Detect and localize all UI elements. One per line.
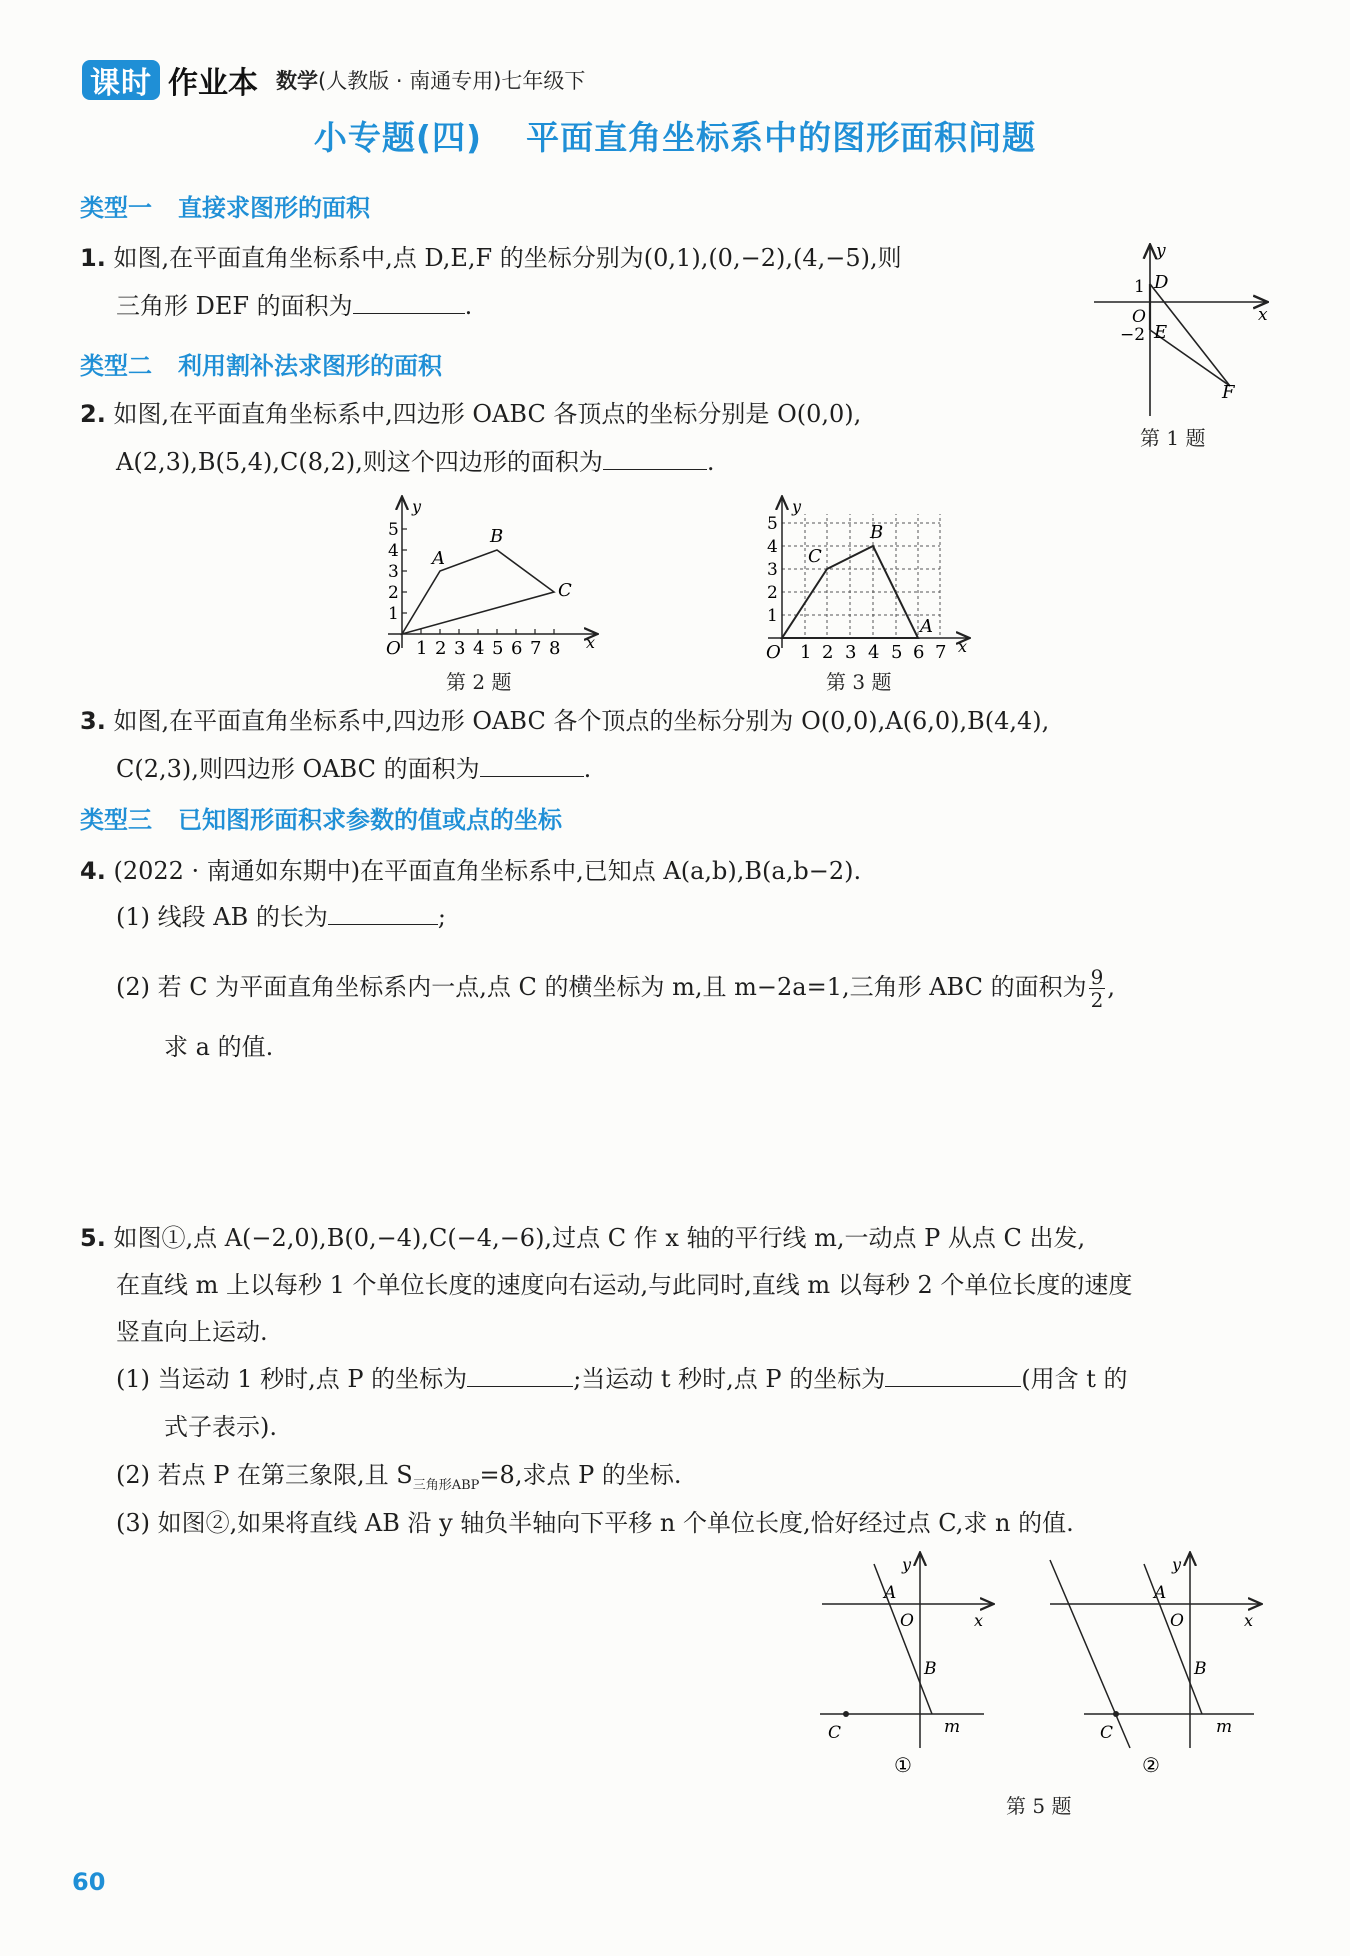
label-a: A [432,548,445,569]
q4-line1 [80,856,861,886]
x-tick-label: 1 [800,642,812,662]
label-a: A [884,1583,897,1603]
q5-line3 [116,1317,268,1347]
q1-number: 1. [80,244,106,272]
q5-text1: 如图①,点 A(−2,0),B(0,−4),C(−4,−6),过点 C 作 x 轴的平行线 m,一动点 P 从点 C 出发, [113,1224,1086,1252]
x-tick-label: 4 [868,642,880,662]
q5-p1-text-2: 式子表示). [164,1413,277,1441]
q3-line1 [80,706,1049,736]
figure-5-caption: 第 5 题 [1006,1794,1072,1818]
y-tick-label: 5 [388,520,399,540]
label-d: D [1154,272,1169,293]
x-label: x [974,1611,984,1630]
q5-answer-blank-2[interactable] [885,1364,1021,1387]
point-c [843,1711,849,1717]
label-a: A [1154,1583,1167,1603]
header [82,58,585,102]
figure-5-1 [812,1548,1002,1778]
x-tick-label: 8 [549,638,561,659]
q5-part2 [116,1460,681,1501]
q5-p2-text-b: =8,求点 P 的坐标. [479,1461,682,1489]
q2-text: 如图,在平面直角坐标系中,四边形 OABC 各顶点的坐标分别是 O(0,0), [113,400,862,428]
fraction-numerator: 9 [1090,965,1104,989]
page-number: 60 [72,1868,106,1896]
q4-p1-end: ; [437,903,446,931]
label-b: B [870,522,884,543]
q5-text3: 竖直向上运动. [116,1318,268,1346]
q3-end: . [583,755,592,783]
q5-part1 [116,1364,1127,1394]
page-title [0,112,1350,159]
label-c: C [808,546,822,567]
q5-p2-text-a: (2) 若点 P 在第三象限,且 S [116,1461,413,1489]
q5-p1-text-b: ;当运动 t 秒时,点 P 的坐标为 [573,1365,886,1393]
tick-minus2: −2 [1120,325,1146,345]
y-tick-label: 3 [767,560,778,580]
q4-part1 [116,902,446,932]
figure-1-caption: 第 1 题 [1140,426,1206,450]
q4-p2-text: (2) 若 C 为平面直角坐标系内一点,点 C 的横坐标为 m,且 m−2a=1,三角形 ABC 的面积为 [116,973,1087,1001]
x-label: x [1244,1611,1254,1630]
grid [782,514,940,635]
q4-number: 4. [80,857,106,885]
q5-p1-text-a: (1) 当运动 1 秒时,点 P 的坐标为 [116,1365,468,1393]
label-a: A [920,616,933,637]
q3-text2: C(2,3),则四边形 OABC 的面积为 [116,755,480,783]
q4-part2 [116,966,1115,1011]
y-label: y [792,497,802,516]
y-label: y [1156,241,1166,261]
section-type-2 [80,346,442,381]
q2-end: . [706,448,715,476]
q1-line1 [80,243,902,273]
q5-p1-text-c: (用含 t 的 [1021,1365,1128,1393]
q5-line2 [116,1270,1132,1300]
fraction-denominator: 2 [1090,988,1104,1012]
area-subscript: 三角形ABP [412,1477,480,1493]
y-tick-label: 5 [767,514,778,534]
y-tick-label: 3 [388,562,399,582]
q2-text2: A(2,3),B(5,4),C(8,2),则这个四边形的面积为 [116,448,603,476]
section-label: 类型三 [80,806,152,834]
brand-name: 作业本 [168,66,258,101]
figure-2-marker: ② [1142,1753,1160,1777]
q5-line1 [80,1223,1085,1253]
section-type-1 [80,188,370,223]
label-c: C [828,1723,842,1743]
label-f: F [1222,382,1235,403]
figure-5-2 [1040,1548,1270,1778]
label-m: m [1216,1717,1233,1737]
x-tick-label: 1 [416,638,428,659]
x-label: x [586,633,596,652]
title-part2: 平面直角坐标系中的图形面积问题 [526,118,1037,157]
x-tick-label: 4 [473,638,485,659]
y-tick-label: 4 [388,541,399,561]
figure-2-caption: 第 2 题 [446,670,512,694]
line-ab [1144,1564,1202,1714]
q2-answer-blank[interactable] [603,447,707,470]
x-label: x [958,637,968,656]
y-tick-label: 2 [767,583,778,603]
y-tick-label: 4 [767,537,778,557]
label-c: C [558,580,572,601]
q4-text: (2022 · 南通如东期中)在平面直角坐标系中,已知点 A(a,b),B(a,b−2). [113,857,862,885]
q5-answer-blank-1[interactable] [467,1364,573,1387]
title-part1: 小专题(四) [313,118,483,157]
point-c [1113,1711,1119,1717]
fraction [1089,966,1106,1011]
label-b: B [490,526,504,547]
figure-2 [378,492,608,662]
tick-1: 1 [1134,277,1145,297]
subject: 数学 [276,69,318,93]
x-tick-label: 6 [511,638,523,659]
x-tick-label: 3 [454,638,466,659]
q1-line2 [116,291,472,321]
section-label: 类型二 [80,352,152,380]
q4-answer-blank[interactable] [328,902,438,925]
y-tick-label: 1 [767,606,778,626]
section-name: 已知图形面积求参数的值或点的坐标 [178,806,562,834]
x-tick-label: 5 [492,638,504,659]
q3-number: 3. [80,707,106,735]
label-b: B [1194,1659,1207,1679]
y-label: y [1172,1555,1182,1574]
x-label: x [1258,305,1268,325]
origin-label: O [1170,1611,1184,1631]
section-name: 直接求图形的面积 [178,194,370,222]
q3-answer-blank[interactable] [480,754,584,777]
edition: (人教版 · 南通专用)七年级下 [318,69,586,93]
q5-text2: 在直线 m 上以每秒 1 个单位长度的速度向右运动,与此同时,直线 m 以每秒 2 个单位长度的速度 [116,1271,1133,1299]
q5-part3 [116,1508,1074,1538]
x-tick-label: 2 [822,642,834,662]
line-ab [874,1564,932,1714]
x-tick-label: 2 [435,638,447,659]
origin-label: O [1132,307,1146,327]
x-tick-label: 7 [935,642,947,662]
q4-p2-text2: 求 a 的值. [164,1033,274,1061]
q4-p2-end: , [1107,973,1116,1001]
q3-line2 [116,754,591,784]
origin-label: O [766,642,781,662]
figure-3 [758,492,978,662]
section-name: 利用割补法求图形的面积 [178,352,442,380]
q4-p1-text: (1) 线段 AB 的长为 [116,903,328,931]
y-label: y [902,1555,912,1574]
section-label: 类型一 [80,194,152,222]
q5-part1-line2 [164,1412,277,1442]
figure-1 [1088,240,1278,420]
quadrilateral-oabc [402,550,554,634]
q2-line1 [80,399,861,429]
q1-answer-blank[interactable] [353,291,465,314]
q5-number: 5. [80,1224,106,1252]
origin-label: O [386,638,401,659]
q1-end: . [464,292,473,320]
q2-number: 2. [80,400,106,428]
y-label: y [412,497,422,516]
figure-3-caption: 第 3 题 [826,670,892,694]
x-tick-label: 5 [891,642,903,662]
y-tick-label: 2 [388,583,399,603]
y-tick-label: 1 [388,604,399,624]
label-e: E [1154,322,1168,343]
x-tick-label: 7 [530,638,542,659]
logo: 课时 [82,60,160,100]
q3-text: 如图,在平面直角坐标系中,四边形 OABC 各个顶点的坐标分别为 O(0,0),A(6,0),B(4,4), [113,707,1050,735]
q5-p3-text: (3) 如图②,如果将直线 AB 沿 y 轴负半轴向下平移 n 个单位长度,恰好经过点 C,求 n 的值. [116,1509,1074,1537]
label-c: C [1100,1723,1114,1743]
book-info [276,65,585,95]
x-tick-label: 3 [845,642,857,662]
q2-line2 [116,447,715,477]
label-b: B [924,1659,937,1679]
x-tick-label: 6 [913,642,925,662]
label-m: m [944,1717,961,1737]
translated-line [1050,1560,1130,1748]
q1-text: 如图,在平面直角坐标系中,点 D,E,F 的坐标分别为(0,1),(0,−2),(4,−5),则 [113,244,902,272]
q1-text2: 三角形 DEF 的面积为 [116,292,353,320]
origin-label: O [900,1611,914,1631]
figure-1-marker: ① [894,1753,912,1777]
q4-part2-line2 [164,1032,273,1062]
section-type-3 [80,800,562,835]
